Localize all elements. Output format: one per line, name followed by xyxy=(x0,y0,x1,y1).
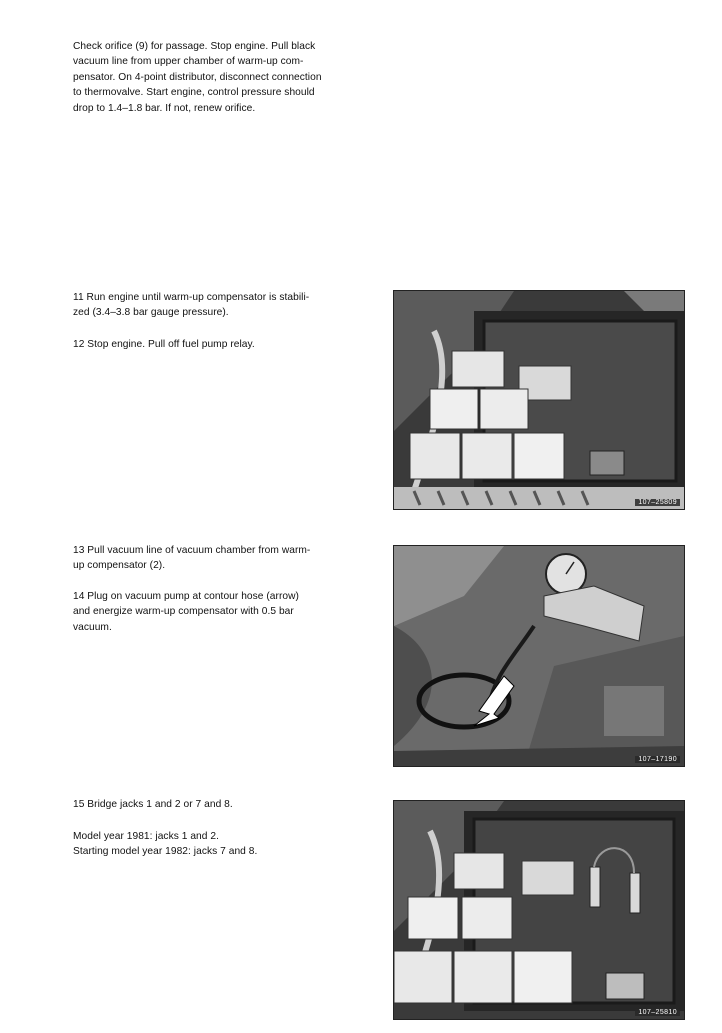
vacuum-pump-photo xyxy=(393,545,685,767)
note-line: Starting model year 1982: jacks 7 and 8. xyxy=(73,846,258,858)
intro-paragraph xyxy=(73,39,322,116)
intro-line: pensator. On 4-point distributor, disconnect connection xyxy=(73,71,322,83)
step-11 xyxy=(73,290,309,321)
figure-code: 107–25809 xyxy=(635,499,680,506)
note-line: Model year 1981: jacks 1 and 2. xyxy=(73,831,219,842)
intro-line: Check orifice (9) for passage. Stop engine. Pull black xyxy=(73,41,316,52)
figure-code: 107–25810 xyxy=(635,1009,680,1016)
step-line: zed (3.4–3.8 bar gauge pressure). xyxy=(73,307,229,319)
relay-box-illustration xyxy=(394,291,684,509)
relay-box-bridged-illustration xyxy=(394,801,684,1019)
step-line: 14 Plug on vacuum pump at contour hose (arrow) xyxy=(73,591,299,602)
step-line: 12 Stop engine. Pull off fuel pump relay. xyxy=(73,339,255,350)
intro-line: drop to 1.4–1.8 bar. If not, renew orifice. xyxy=(73,102,256,114)
engine-bay-illustration xyxy=(394,546,684,766)
intro-line: to thermovalve. Start engine, control pressure should xyxy=(73,87,315,99)
step-line: 11 Run engine until warm-up compensator is stabili- xyxy=(73,292,310,303)
step-15-note xyxy=(73,829,257,860)
step-14 xyxy=(73,589,299,635)
step-12 xyxy=(73,337,255,352)
step-line: and energize warm-up compensator with 0.5 bar xyxy=(73,606,294,618)
step-line: 13 Pull vacuum line of vacuum chamber from warm- xyxy=(73,545,311,556)
step-15 xyxy=(73,797,233,812)
step-line: up compensator (2). xyxy=(73,560,166,572)
intro-line: vacuum line from upper chamber of warm-up com- xyxy=(73,56,304,68)
relay-box-photo xyxy=(393,290,685,510)
figure-code: 107–17190 xyxy=(635,756,680,763)
step-line: vacuum. xyxy=(73,621,112,633)
step-13 xyxy=(73,543,310,574)
relay-box-bridged-photo xyxy=(393,800,685,1020)
step-line: 15 Bridge jacks 1 and 2 or 7 and 8. xyxy=(73,799,233,810)
